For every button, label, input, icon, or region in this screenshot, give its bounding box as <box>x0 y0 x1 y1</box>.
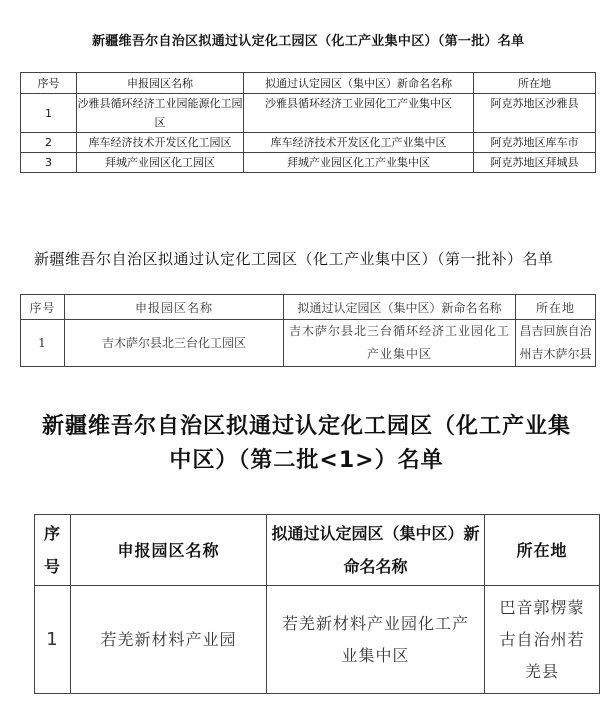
list-3-title: 新疆维吾尔自治区拟通过认定化工园区（化工产业集中区）（第二批<1>）名单 <box>41 414 571 473</box>
cell-index: 1 <box>35 586 71 694</box>
table-row <box>35 586 600 694</box>
header-new-name: 拟通过认定园区（集中区）新命名名称 <box>267 515 485 586</box>
table-header-row <box>21 295 596 320</box>
table-row <box>21 320 596 367</box>
header-index: 序号 <box>21 73 77 94</box>
table-row <box>21 94 596 133</box>
header-location: 所在地 <box>474 73 596 94</box>
cell-applied-park: 吉木萨尔县北三台化工园区 <box>65 320 284 367</box>
table-header-row <box>35 515 600 586</box>
cell-new-name: 沙雅县循环经济工业园化工产业集中区 <box>244 94 474 133</box>
cell-applied-park: 库车经济技术开发区化工园区 <box>77 133 244 153</box>
header-applied-park: 申报园区名称 <box>71 515 267 586</box>
list-1-table <box>20 72 596 173</box>
cell-applied-park: 拜城产业园区化工园区 <box>77 153 244 173</box>
table-row <box>21 133 596 153</box>
header-location: 所在地 <box>516 295 596 320</box>
list-3-table <box>34 514 600 694</box>
cell-new-name: 吉木萨尔县北三台循环经济工业园化工产业集中区 <box>284 320 516 367</box>
table-header-row <box>21 73 596 94</box>
cell-new-name: 拜城产业园区化工产业集中区 <box>244 153 474 173</box>
cell-new-name: 若羌新材料产业园化工产业集中区 <box>267 586 485 694</box>
header-new-name: 拟通过认定园区（集中区）新命名名称 <box>284 295 516 320</box>
header-location: 所在地 <box>485 515 600 586</box>
cell-location: 昌吉回族自治州吉木萨尔县 <box>516 320 596 367</box>
header-index: 序号 <box>35 515 71 586</box>
cell-location: 巴音郭楞蒙古自治州若羌县 <box>485 586 600 694</box>
cell-location: 阿克苏地区库车市 <box>474 133 596 153</box>
cell-index: 1 <box>21 320 65 367</box>
cell-index: 3 <box>21 153 77 173</box>
table-row <box>21 153 596 173</box>
list-2-table <box>20 294 596 367</box>
header-new-name: 拟通过认定园区（集中区）新命名名称 <box>244 73 474 94</box>
cell-applied-park: 若羌新材料产业园 <box>71 586 267 694</box>
cell-new-name: 库车经济技术开发区化工产业集中区 <box>244 133 474 153</box>
header-applied-park: 申报园区名称 <box>77 73 244 94</box>
list-2-title: 新疆维吾尔自治区拟通过认定化工园区（化工产业集中区）（第一批补）名单 <box>34 250 554 268</box>
cell-index: 1 <box>21 94 77 133</box>
cell-location: 阿克苏地区拜城县 <box>474 153 596 173</box>
header-applied-park: 申报园区名称 <box>65 295 284 320</box>
cell-index: 2 <box>21 133 77 153</box>
header-index: 序号 <box>21 295 65 320</box>
cell-location: 阿克苏地区沙雅县 <box>474 94 596 133</box>
cell-applied-park: 沙雅县循环经济工业园能源化工园区 <box>77 94 244 133</box>
list-1-title: 新疆维吾尔自治区拟通过认定化工园区（化工产业集中区）（第一批）名单 <box>92 34 525 49</box>
